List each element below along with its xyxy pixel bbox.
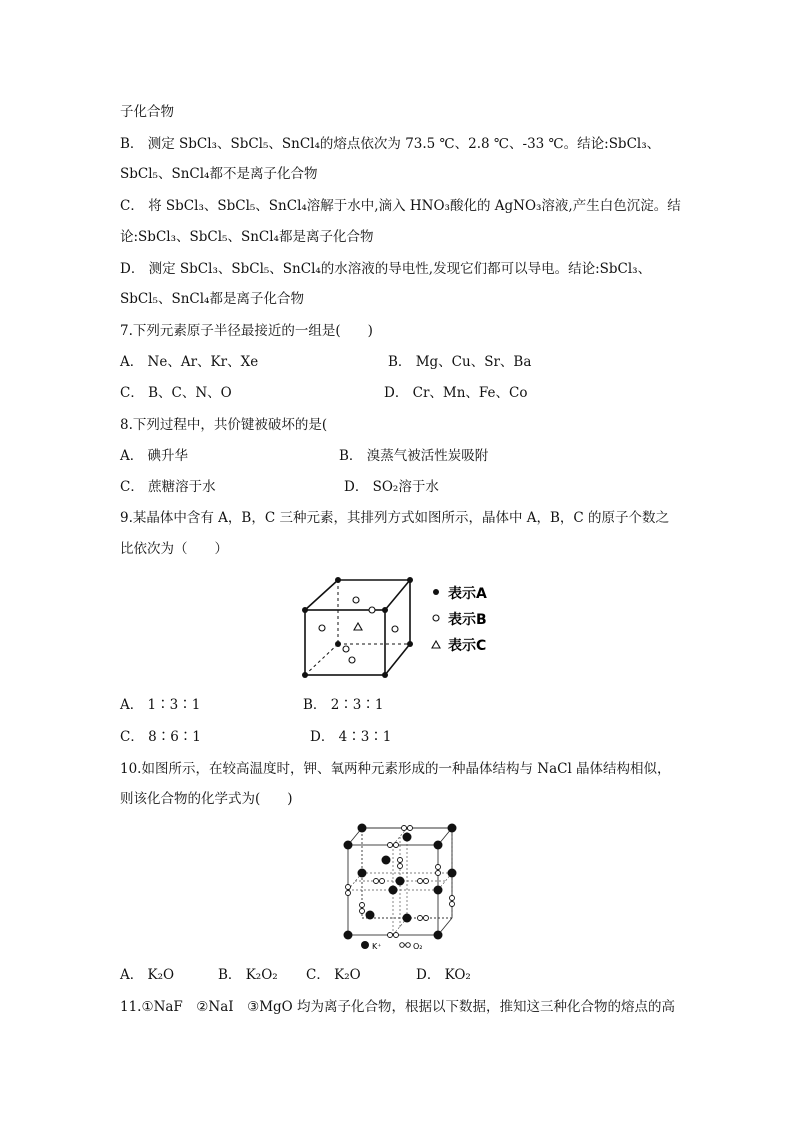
q10-lattice-figure	[340, 820, 470, 952]
atom-c-marker	[354, 623, 362, 630]
q7-option-b: B． Mg、Cu、Sr、Ba	[388, 354, 532, 370]
q9-crystal-figure	[300, 572, 510, 682]
q10-stem-line2: 则该化合物的化学式为( )	[120, 791, 293, 807]
q10-option-d: D． KO₂	[416, 967, 471, 983]
q10-option-c: C． K₂O	[306, 967, 361, 983]
legend-c-label: 表示C	[448, 638, 487, 654]
legend-o2-label: O₂	[413, 942, 423, 951]
legend-a-icon	[433, 589, 439, 595]
q9-stem-line2: 比依次为（ ）	[120, 541, 228, 557]
legend-o2-icon	[400, 943, 411, 948]
continued-text: 子化合物	[120, 104, 174, 120]
legend-b-icon	[433, 615, 439, 621]
q10-stem-line1: 10.如图所示，在较高温度时，钾、氧两种元素形成的一种晶体结构与 NaCl 晶体结构相似，	[120, 761, 671, 777]
q8-option-b: B． 溴蒸气被活性炭吸附	[339, 448, 489, 464]
q8-stem: 8.下列过程中，共价键被破坏的是(	[120, 417, 328, 433]
q9-stem-line1: 9.某晶体中含有 A，B，C 三种元素，其排列方式如图所示，晶体中 A，B，C 的原子个数之	[120, 510, 670, 526]
q7-option-d: D． Cr、Mn、Fe、Co	[384, 385, 528, 401]
q6-option-b-line1: B． 测定 SbCl₃、SbCl₅、SnCl₄的熔点依次为 73.5 ℃、2.8 ℃、-33 ℃。结论:SbCl₃、	[120, 136, 661, 152]
q11-stem: 11.①NaF ②NaI ③MgO 均为离子化合物，根据以下数据，推知这三种化合物的熔点的高	[120, 999, 676, 1015]
q8-option-c: C． 蔗糖溶于水	[120, 479, 216, 495]
q6-option-c-line2: 论:SbCl₃、SbCl₅、SnCl₄都是离子化合物	[120, 229, 374, 245]
legend-a-label: 表示A	[448, 586, 487, 602]
legend-k-label: K⁺	[372, 942, 382, 951]
q10-option-b: B． K₂O₂	[218, 967, 278, 983]
q6-option-c-line1: C． 将 SbCl₃、SbCl₅、SnCl₄溶解于水中,滴入 HNO₃酸化的 AgNO₃溶液,产生白色沉淀。结	[120, 198, 681, 214]
q9-option-a: A． 1∶3∶1	[120, 697, 201, 713]
q10-option-a: A． K₂O	[120, 967, 175, 983]
q9-option-b: B． 2∶3∶1	[303, 697, 384, 713]
legend-k-icon	[361, 941, 369, 949]
q9-option-c: C． 8∶6∶1	[120, 729, 201, 745]
q6-option-d-line1: D． 测定 SbCl₃、SbCl₅、SnCl₄的水溶液的导电性,发现它们都可以导电。结论:SbCl₃、	[120, 261, 652, 277]
legend-b-label: 表示B	[448, 612, 487, 628]
q9-option-d: D． 4∶3∶1	[310, 729, 392, 745]
q8-option-a: A． 碘升华	[120, 448, 189, 464]
q6-option-d-line2: SbCl₅、SnCl₄都是离子化合物	[120, 291, 304, 307]
q7-option-a: A． Ne、Ar、Kr、Xe	[120, 354, 259, 370]
q7-stem: 7.下列元素原子半径最接近的一组是( )	[120, 323, 373, 339]
q7-option-c: C． B、C、N、O	[120, 385, 232, 401]
q6-option-b-line2: SbCl₅、SnCl₄都不是离子化合物	[120, 166, 318, 182]
legend-c-icon	[432, 641, 440, 648]
q8-option-d: D． SO₂溶于水	[344, 479, 439, 495]
